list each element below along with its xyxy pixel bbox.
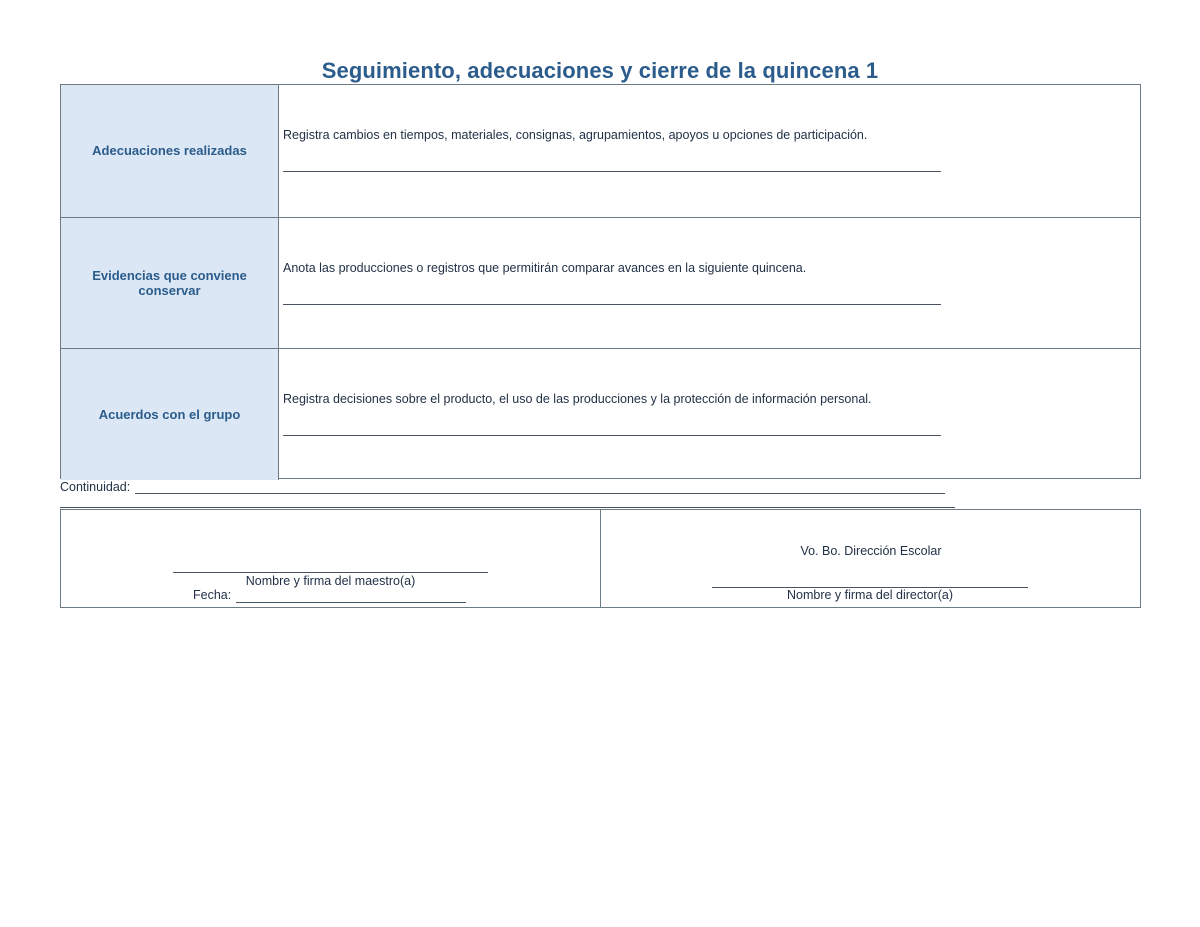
approval-label: Vo. Bo. Dirección Escolar: [800, 544, 942, 558]
table-row-acuerdos: [61, 348, 1140, 480]
row-content[interactable]: [279, 349, 1140, 480]
continuidad-line[interactable]: [135, 493, 945, 494]
row-content[interactable]: [279, 85, 1140, 217]
writing-line: [283, 435, 941, 436]
row-instruction: Registra decisiones sobre el producto, el uso de las producciones y la protección de información personal.: [283, 392, 872, 407]
continuidad-line-2: [60, 507, 955, 508]
table-row-evidencias: [61, 217, 1140, 349]
row-content[interactable]: [279, 218, 1140, 349]
date-label: Fecha:: [193, 588, 232, 602]
table-row-adecuaciones: [61, 85, 1140, 217]
teacher-signature-cell: [61, 510, 601, 607]
writing-line: [283, 304, 941, 305]
row-instruction: Anota las producciones o registros que permitirán comparar avances en la siguiente quincena.: [283, 260, 807, 275]
signature-table: [60, 509, 1141, 608]
teacher-signature-line[interactable]: [173, 572, 488, 573]
director-signature-label: Nombre y firma del director(a): [786, 588, 953, 602]
page-title: Seguimiento, adecuaciones y cierre de la quincena 1: [321, 58, 879, 83]
row-instruction: Registra cambios en tiempos, materiales, consignas, agrupamientos, apoyos u opciones de participación.: [283, 128, 868, 142]
row-label: Acuerdos con el grupo: [61, 349, 279, 480]
teacher-signature-label: Nombre y firma del maestro(a): [245, 574, 416, 588]
continuidad-label: Continuidad:: [60, 480, 131, 494]
row-label: Adecuaciones realizadas: [61, 85, 279, 217]
date-line[interactable]: [236, 602, 466, 603]
director-signature-cell: [601, 510, 1140, 607]
writing-line: [283, 171, 941, 172]
follow-up-table: [60, 84, 1141, 479]
row-label: Evidencias que conviene conservar: [61, 218, 279, 349]
